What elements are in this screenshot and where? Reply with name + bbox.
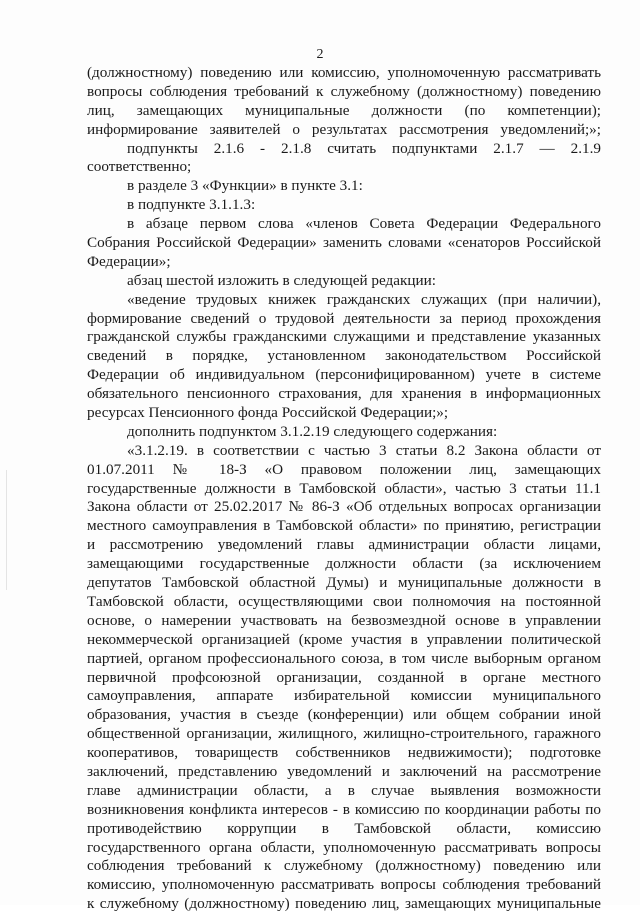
text-line: государственные должности в Тамбовской области», частью 3 статьи 11.1 (87, 479, 601, 497)
text-line: некоммерческой организацией (кроме участия в управлении политической (87, 630, 601, 648)
text-line: 01.07.2011 № 18-З «О правовом положении лиц, замещающих (87, 460, 601, 478)
text-line: обязательного пенсионного страхования, для хранения в информационных (87, 385, 601, 403)
text-line: гражданской службы гражданскими служащими и представление указанных (87, 328, 601, 346)
text-line: дополнить подпунктом 3.1.2.19 следующего содержания: (127, 422, 498, 440)
text-line: возникновения конфликта интересов - в комиссию по координации работы по (87, 800, 601, 818)
text-line: соблюдения требований к служебному (должностному) поведению или (87, 857, 601, 875)
text-line: (должностному) поведению или комиссию, уполномоченную рассматривать (87, 64, 601, 81)
text-line: кооперативов, товариществ собственников недвижимости); подготовке (87, 744, 601, 762)
text-line: Федерации»; (87, 252, 171, 270)
text-line: «ведение трудовых книжек гражданских служащих (при наличии), (127, 290, 601, 308)
text-line: формирование сведений о трудовой деятельности за период прохождения (87, 309, 601, 327)
text-line: Собрания Российской Федерации» заменить словами «сенаторов Российской (87, 234, 601, 252)
text-line: замещающими государственные должности области (за исключением (87, 555, 601, 573)
text-line: к служебному (должностному) поведению лиц, замещающих муниципальные (87, 895, 601, 913)
text-line: заключений, представлению уведомлений и заключений на рассмотрение (87, 762, 601, 780)
document-body (87, 64, 601, 914)
text-line: местного самоуправления в Тамбовской области» по принятию, регистрации (87, 517, 601, 535)
text-line: Тамбовской области, осуществляющими свои полномочия на постоянной (87, 592, 601, 610)
text-line: основе, о намерении участвовать на безвозмездной основе в управлении (87, 611, 601, 629)
text-line: первичной профсоюзной организации, созданной в органе местного (87, 668, 601, 686)
text-line: образования, участия в съезде (конференции) или общем собрании иной (87, 706, 601, 724)
text-line: в подпункте 3.1.1.3: (127, 196, 256, 214)
scan-margin-mark (6, 470, 7, 590)
text-line: в разделе 3 «Функции» в пункте 3.1: (127, 177, 363, 195)
text-line: противодействию коррупции в Тамбовской области, комиссию (87, 819, 601, 837)
text-line: Закона области от 25.02.2017 № 86-З «Об отдельных вопросах организации (87, 498, 601, 516)
text-line: комиссию, уполномоченную рассматривать вопросы соблюдения требований (87, 876, 601, 894)
text-line: вопросы соблюдения требований к служебному (должностному) поведению (87, 82, 601, 100)
text-line: сведений в порядке, установленном законодательством Российской (87, 347, 601, 365)
text-line: информирование заявителей о результатах рассмотрения уведомлений;»; (87, 120, 601, 138)
text-line: самоуправления, аппарате избирательной комиссии муниципального (87, 687, 601, 705)
text-line: лиц, замещающих муниципальные должности (по компетенции); (87, 101, 601, 119)
text-line: главе администрации области, а в случае выявления возможности (87, 781, 601, 799)
text-line: соответственно; (87, 158, 192, 176)
text-line: «3.1.2.19. в соответствии с частью 3 статьи 8.2 Закона области от (127, 441, 601, 459)
text-line: ресурсах Пенсионного фонда Российской Федерации;»; (87, 404, 449, 422)
text-line: и рассмотрению уведомлений главы администрации области лицами, (87, 536, 601, 554)
text-line: подпункты 2.1.6 - 2.1.8 считать подпунктами 2.1.7 — 2.1.9 (127, 139, 601, 157)
text-line: депутатов Тамбовской областной Думы) и муниципальные должности в (87, 574, 601, 592)
text-line: в абзаце первом слова «членов Совета Федерации Федерального (127, 215, 601, 233)
text-line: общественной организации, жилищного, жилищно-строительного, гаражного (87, 725, 601, 743)
text-line: Федерации об индивидуальном (персонифицированном) учете в системе (87, 366, 601, 384)
text-line: партией, органом профессионального союза, в том числе выборным органом (87, 649, 601, 667)
page-number: 2 (316, 47, 324, 62)
text-line: государственного органа области, уполномоченную рассматривать вопросы (87, 838, 601, 856)
text-line: абзац шестой изложить в следующей редакции: (127, 271, 436, 289)
